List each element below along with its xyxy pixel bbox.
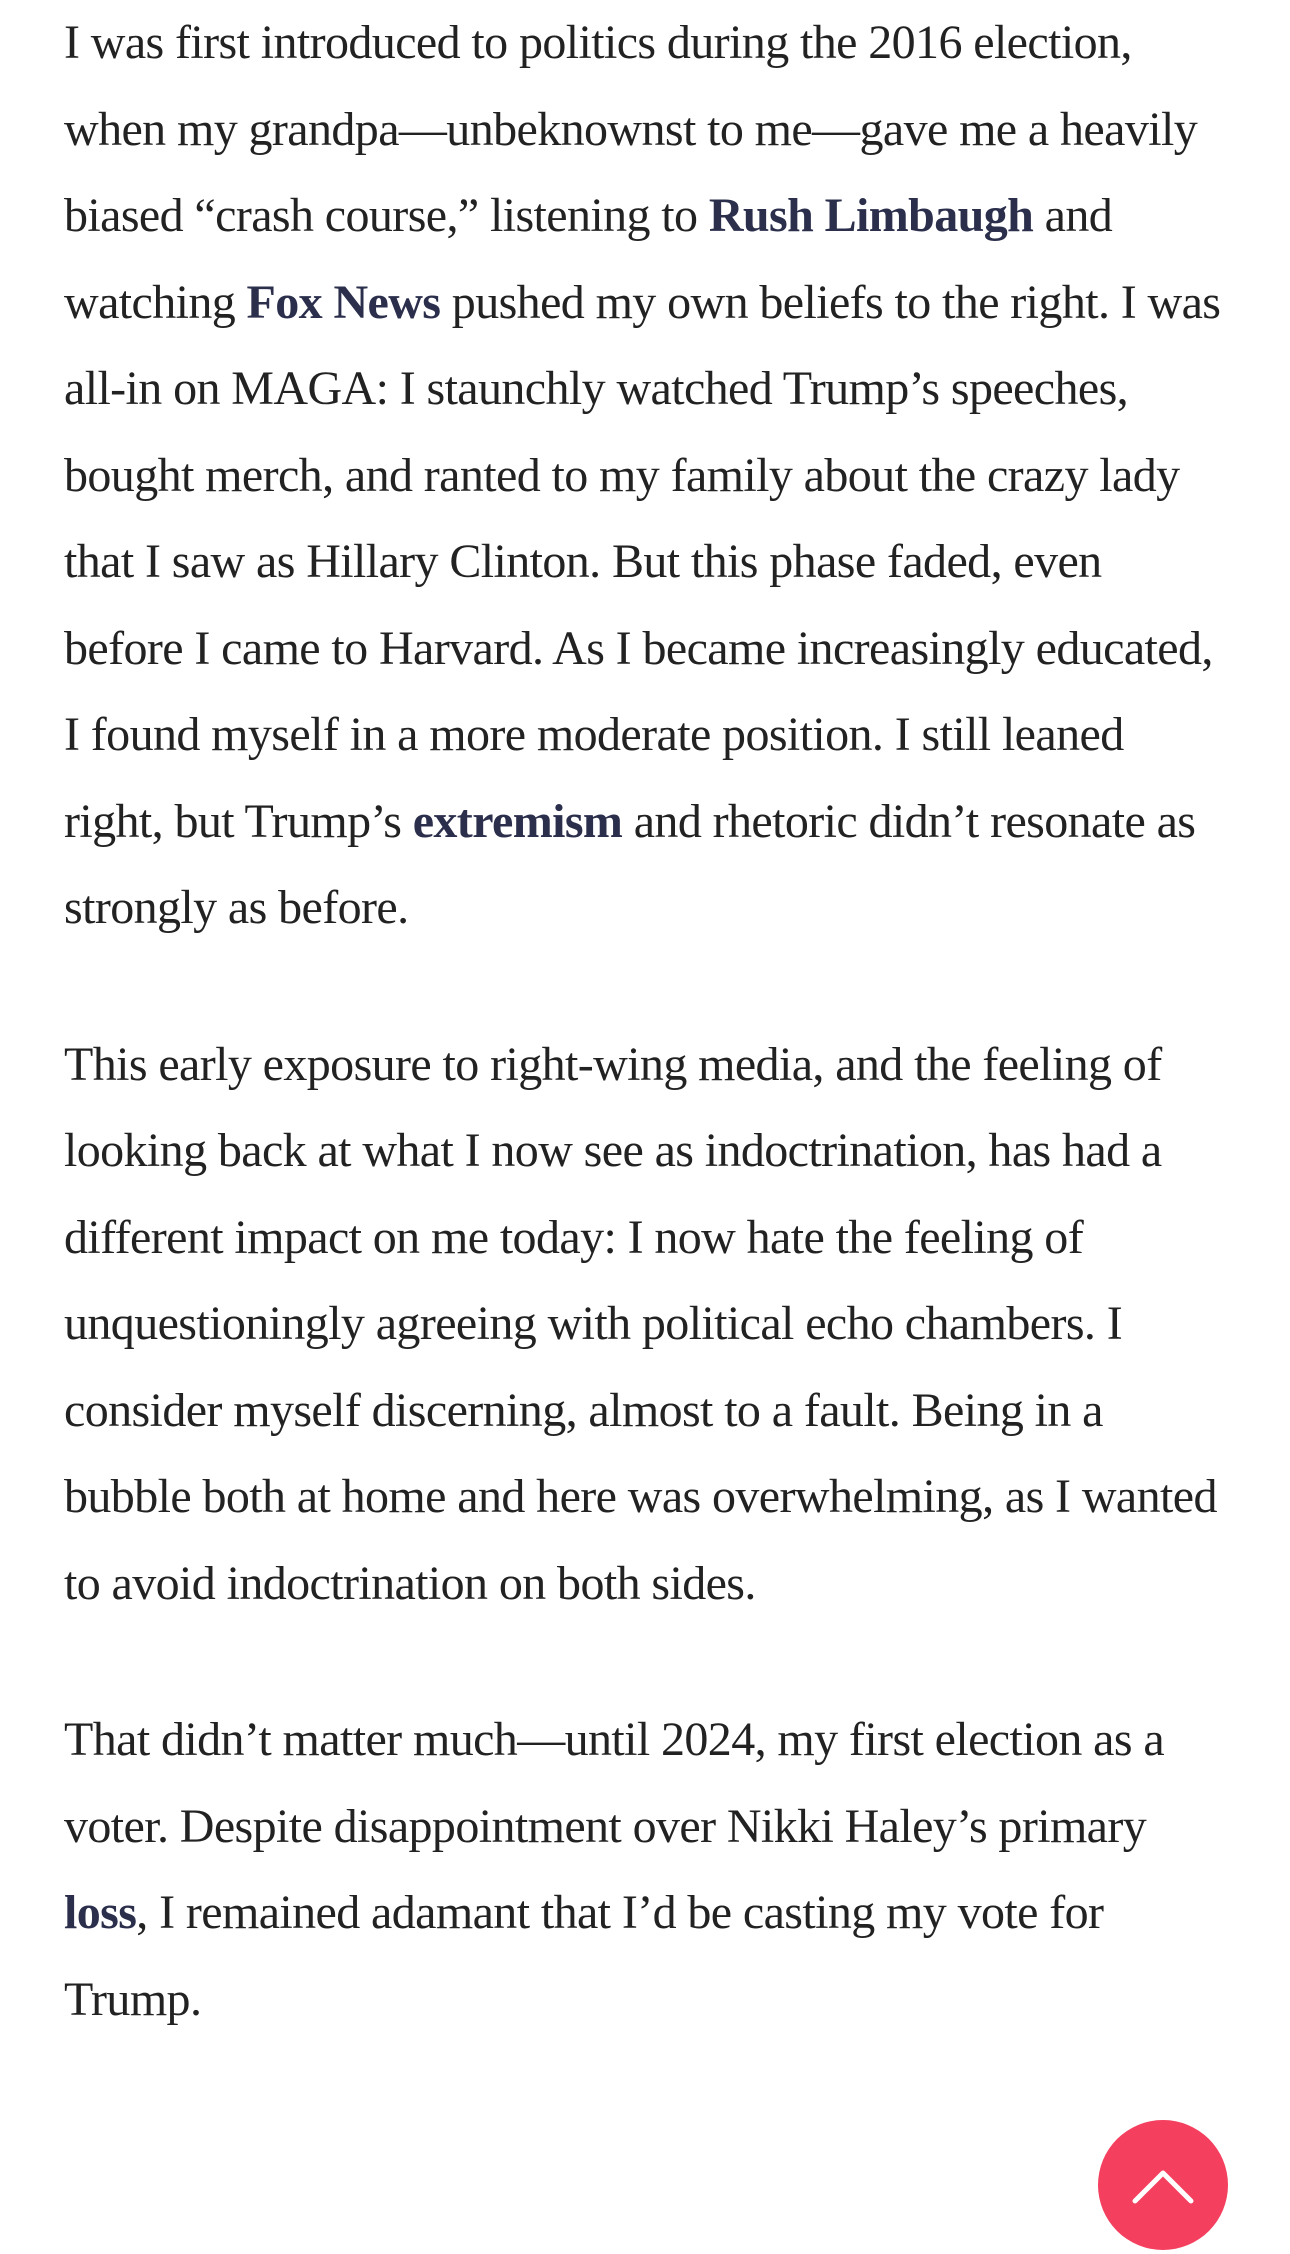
paragraph-1 (64, 0, 1224, 952)
paragraph-2: This early exposure to right-wing media, and the feeling of looking back at what I now see as indoctrination, has had a different impact on me today: I now hate the feeling of unquestioningly agreeing with political echo chambers. I consider myself discerning, almost to a fault. Being in a bubble both at home and here was overwhelming, as I wanted to avoid indoctrination on both sides. (64, 1037, 1217, 1610)
paragraph-3-text-1: That didn’t matter much—until 2024, my first election as a voter. Despite disappointment over Nikki Haley’s primary (64, 1713, 1165, 1853)
chevron-up-icon (1131, 2165, 1195, 2205)
link-fox-news[interactable]: Fox News (246, 275, 441, 329)
scroll-to-top-button[interactable] (1098, 2120, 1228, 2250)
link-extremism[interactable]: extremism (412, 794, 623, 848)
paragraph-1-text-4: and rhetoric didn’t resonate as strongly as before. (64, 794, 1196, 934)
paragraph-1-text-1: I was first introduced to politics during the 2016 election, when my grandpa—unbeknownst to me—gave me a heavily biased “crash course,” listening to (64, 16, 1198, 242)
link-rush-limbaugh[interactable]: Rush Limbaugh (708, 189, 1034, 242)
article-body (64, 0, 1224, 2113)
link-loss[interactable]: loss (64, 1886, 137, 1939)
paragraph-1-text-2: and watching (64, 189, 1113, 329)
paragraph-3 (64, 1697, 1224, 2043)
paragraph-3-text-2: , I remained adamant that I’d be casting my vote for Trump. (64, 1886, 1104, 2026)
paragraph-1-text-3: pushed my own beliefs to the right. I was all-in on MAGA: I staunchly watched Trump’s speeches, bought merch, and ranted to my family about the crazy lady that I saw as Hillary Clinton. But this phase faded, even before I came to Harvard. As I became increasingly educated, I found myself in a more moderate position. I still leaned right, but Trump’s (64, 275, 1221, 848)
